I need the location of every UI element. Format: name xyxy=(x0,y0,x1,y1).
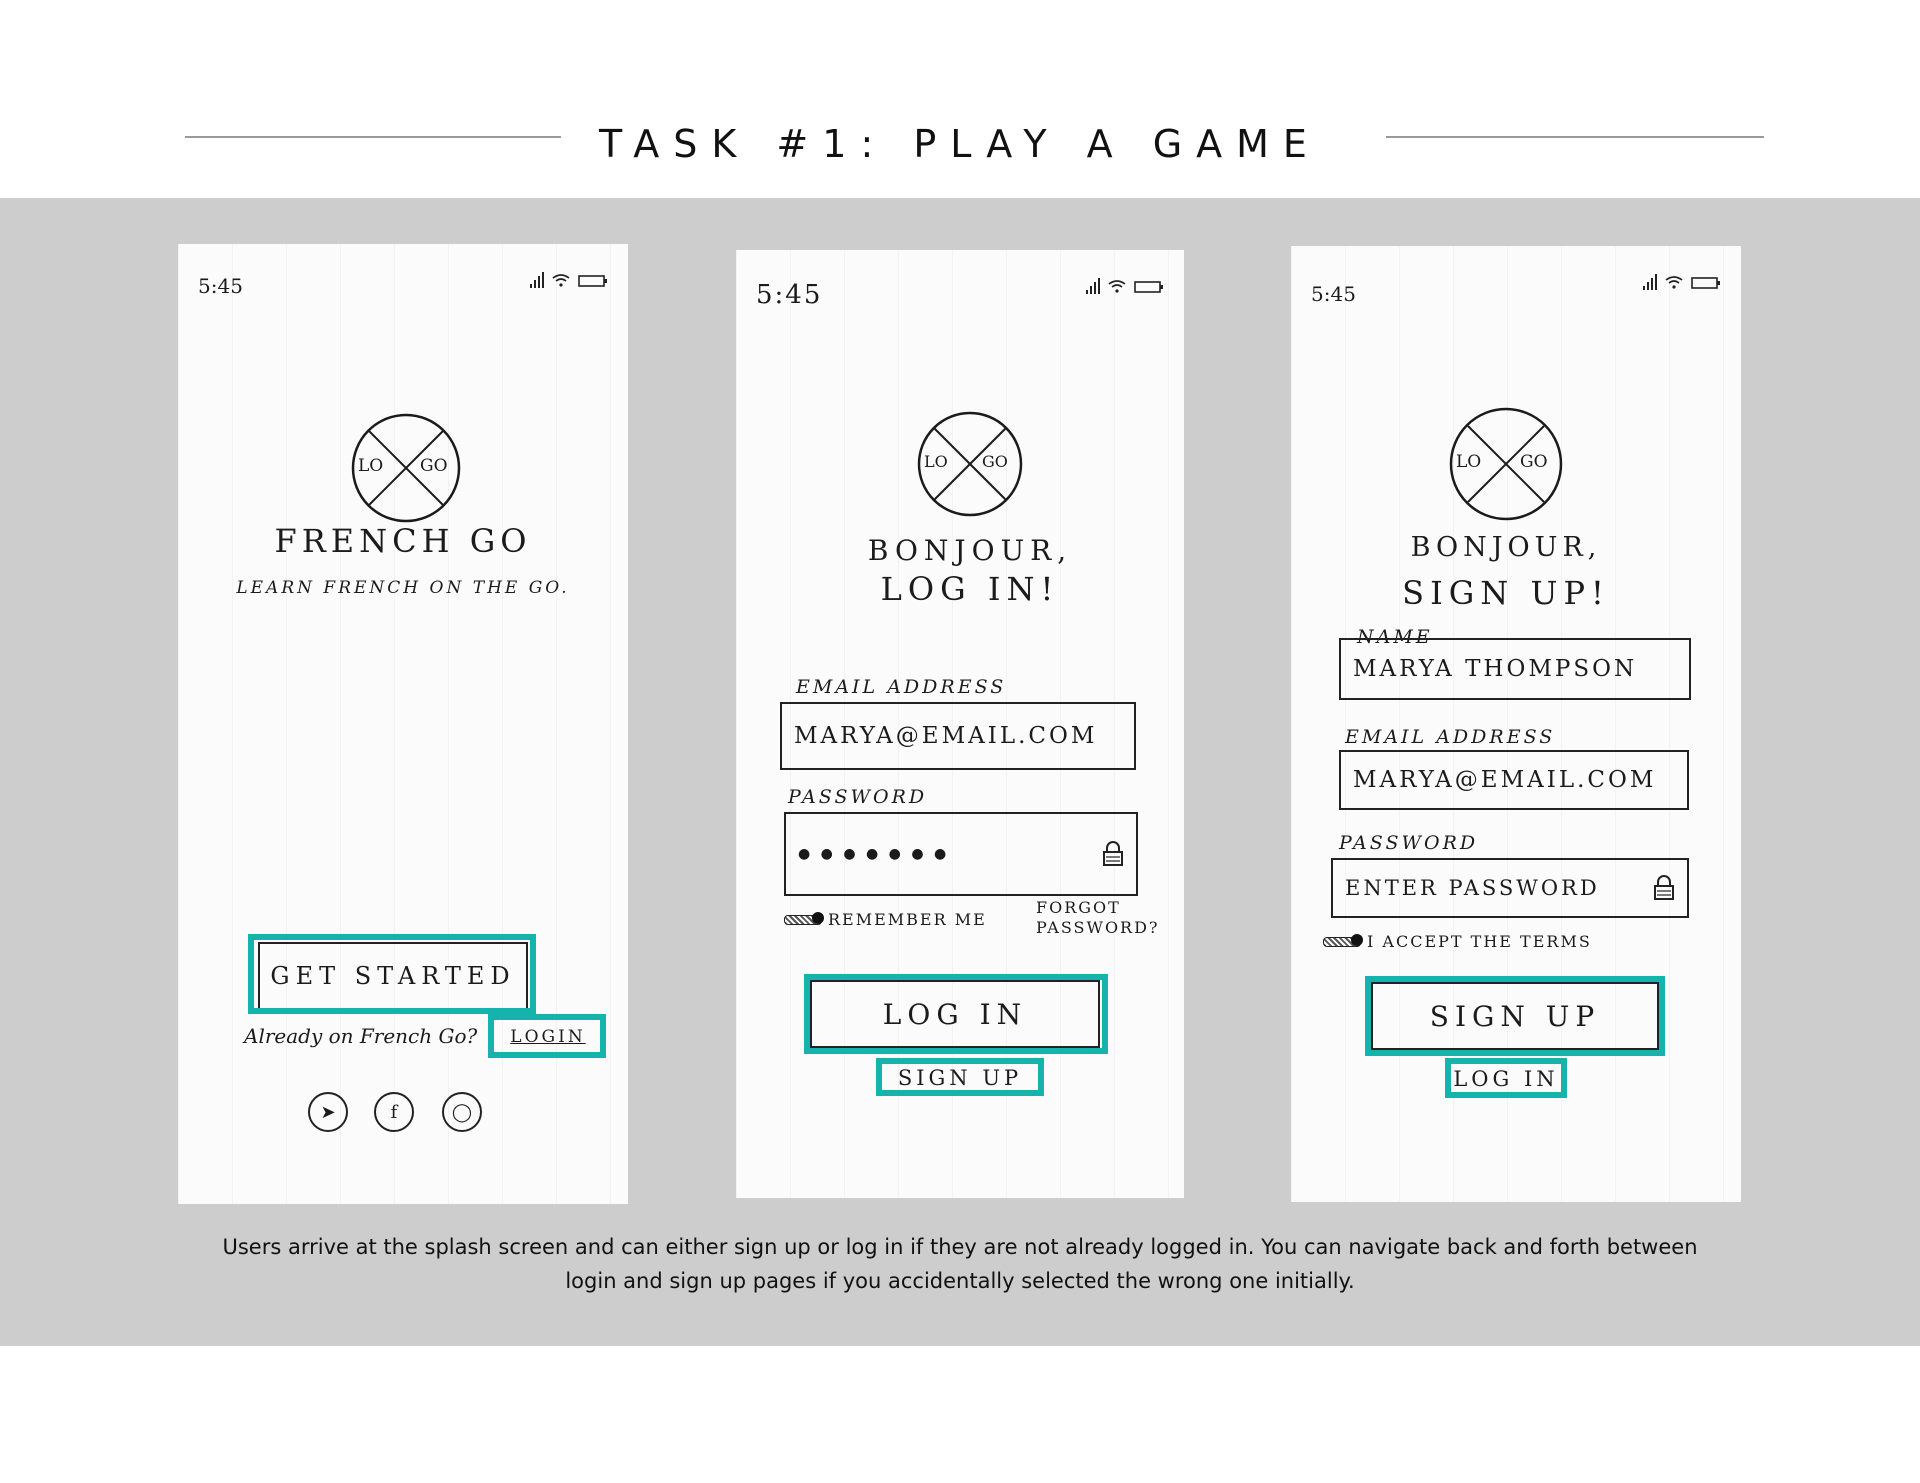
wifi-icon xyxy=(1108,280,1126,294)
signup-screen xyxy=(1291,246,1741,1202)
name-field[interactable] xyxy=(1339,638,1691,700)
greeting-line-2: LOG IN! xyxy=(880,570,1060,608)
caption-line-2: login and sign up pages if you accidentally selected the wrong one initially. xyxy=(565,1269,1355,1293)
login-button-highlight xyxy=(804,974,1108,1054)
tagline: LEARN FRENCH ON THE GO. xyxy=(236,578,570,598)
remember-me-label: REMEMBER ME xyxy=(828,910,987,929)
email-value: MARYA@EMAIL.COM xyxy=(794,723,1098,749)
wifi-icon xyxy=(1665,276,1683,290)
logo xyxy=(1448,406,1564,522)
logo xyxy=(350,412,462,524)
password-placeholder: ENTER PASSWORD xyxy=(1345,876,1600,900)
signup-link[interactable]: SIGN UP xyxy=(897,1066,1023,1090)
logo xyxy=(916,410,1024,518)
login-screen xyxy=(736,250,1184,1198)
logo-text-left: LO xyxy=(358,456,384,476)
login-link-highlight xyxy=(488,1014,606,1058)
terms-switch xyxy=(1323,937,1361,947)
caption xyxy=(0,1230,1920,1298)
lock-icon xyxy=(1653,875,1675,901)
email-label: EMAIL ADDRESS xyxy=(1345,726,1556,748)
password-value: ● ● ● ● ● ● ● xyxy=(798,846,950,862)
battery-icon xyxy=(1691,276,1721,290)
page-title: TASK #1: PLAY A GAME xyxy=(599,122,1321,166)
lock-icon xyxy=(1102,841,1124,867)
logo-text-left: LO xyxy=(1456,452,1482,472)
battery-icon xyxy=(1134,280,1164,294)
forgot-password-link[interactable] xyxy=(1036,898,1160,938)
login-link-highlight xyxy=(1445,1058,1567,1098)
status-time: 5:45 xyxy=(198,274,243,298)
remember-me-toggle[interactable] xyxy=(784,910,987,929)
caption-line-1: Users arrive at the splash screen and can either sign up or log in if they are not already logged in. You can navigate back and forth between xyxy=(222,1235,1698,1259)
logo-text-right: GO xyxy=(1520,452,1548,472)
signal-icon xyxy=(1086,278,1100,294)
greeting-line-2: SIGN UP! xyxy=(1402,574,1610,612)
signal-icon xyxy=(1643,274,1657,290)
status-icons xyxy=(530,272,608,288)
email-field[interactable] xyxy=(1339,750,1689,810)
name-label: NAME xyxy=(1357,626,1433,648)
greeting-line-1: BONJOUR, xyxy=(1410,532,1602,563)
signup-button[interactable]: SIGN UP xyxy=(1371,982,1659,1050)
login-button[interactable]: LOG IN xyxy=(810,980,1100,1048)
status-icons xyxy=(1643,274,1721,290)
password-label: PASSWORD xyxy=(788,786,928,808)
terms-toggle[interactable] xyxy=(1323,932,1592,951)
paper-plane-icon[interactable]: ➤ xyxy=(308,1092,348,1132)
status-icons xyxy=(1086,278,1164,294)
facebook-icon[interactable]: f xyxy=(374,1092,414,1132)
app-name: FRENCH GO xyxy=(274,522,532,560)
header xyxy=(0,0,1920,198)
login-link-label: LOGIN xyxy=(510,1027,586,1047)
password-field[interactable] xyxy=(1331,858,1689,918)
already-text: Already on French Go? xyxy=(244,1024,478,1048)
signup-button-highlight xyxy=(1365,976,1665,1056)
remember-me-switch xyxy=(784,915,822,925)
greeting-line-1: BONJOUR, xyxy=(867,534,1073,567)
signup-link-highlight xyxy=(876,1058,1044,1096)
status-time: 5:45 xyxy=(756,280,823,310)
battery-icon xyxy=(578,274,608,288)
forgot-line-1: FORGOT xyxy=(1036,898,1121,917)
forgot-line-2: PASSWORD? xyxy=(1036,918,1160,937)
instagram-icon[interactable]: ◯ xyxy=(442,1092,482,1132)
terms-label: I ACCEPT THE TERMS xyxy=(1367,932,1592,951)
get-started-button[interactable]: GET STARTED xyxy=(258,942,528,1010)
header-rule-right xyxy=(1386,136,1764,138)
name-value: MARYA THOMPSON xyxy=(1353,656,1638,682)
logo-text-right: GO xyxy=(420,456,448,476)
email-field[interactable] xyxy=(780,702,1136,770)
wifi-icon xyxy=(552,274,570,288)
signal-icon xyxy=(530,272,544,288)
login-link[interactable]: LOG IN xyxy=(1453,1067,1559,1091)
email-label: EMAIL ADDRESS xyxy=(796,676,1007,698)
splash-screen xyxy=(178,244,628,1204)
email-value: MARYA@EMAIL.COM xyxy=(1353,767,1657,793)
logo-text-left: LO xyxy=(924,452,948,471)
logo-text-right: GO xyxy=(982,452,1008,471)
status-time: 5:45 xyxy=(1311,282,1356,306)
get-started-highlight xyxy=(248,934,536,1014)
password-field[interactable] xyxy=(784,812,1138,896)
password-label: PASSWORD xyxy=(1339,832,1479,854)
